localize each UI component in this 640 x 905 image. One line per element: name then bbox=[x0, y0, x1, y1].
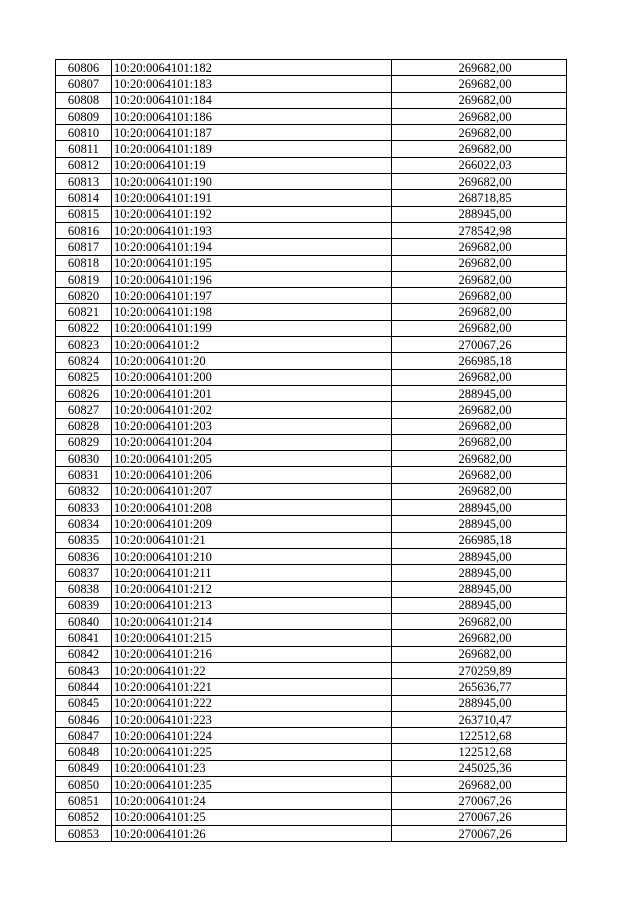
cadastral-value-table bbox=[55, 59, 567, 842]
cadastral-number-cell: 10:20:0064101:192 bbox=[112, 206, 392, 222]
cadastral-value-cell: 269682,00 bbox=[392, 174, 567, 190]
table-row bbox=[56, 565, 567, 581]
row-number-cell: 60809 bbox=[56, 108, 112, 124]
row-number-cell: 60814 bbox=[56, 190, 112, 206]
row-number-cell: 60842 bbox=[56, 646, 112, 662]
cadastral-number-cell: 10:20:0064101:25 bbox=[112, 809, 392, 825]
cadastral-value-cell: 269682,00 bbox=[392, 434, 567, 450]
cadastral-value-cell: 269682,00 bbox=[392, 271, 567, 287]
cadastral-number-cell: 10:20:0064101:26 bbox=[112, 825, 392, 841]
cadastral-number-cell: 10:20:0064101:214 bbox=[112, 614, 392, 630]
table-row bbox=[56, 451, 567, 467]
table-row bbox=[56, 532, 567, 548]
cadastral-number-cell: 10:20:0064101:182 bbox=[112, 60, 392, 76]
table-row bbox=[56, 304, 567, 320]
cadastral-value-cell: 269682,00 bbox=[392, 451, 567, 467]
cadastral-number-cell: 10:20:0064101:194 bbox=[112, 239, 392, 255]
row-number-cell: 60832 bbox=[56, 483, 112, 499]
table-row bbox=[56, 516, 567, 532]
cadastral-number-cell: 10:20:0064101:198 bbox=[112, 304, 392, 320]
cadastral-number-cell: 10:20:0064101:20 bbox=[112, 353, 392, 369]
cadastral-value-cell: 269682,00 bbox=[392, 630, 567, 646]
row-number-cell: 60851 bbox=[56, 793, 112, 809]
cadastral-value-cell: 122512,68 bbox=[392, 744, 567, 760]
cadastral-number-cell: 10:20:0064101:2 bbox=[112, 337, 392, 353]
row-number-cell: 60850 bbox=[56, 777, 112, 793]
table-row bbox=[56, 728, 567, 744]
table-row bbox=[56, 467, 567, 483]
row-number-cell: 60819 bbox=[56, 271, 112, 287]
cadastral-number-cell: 10:20:0064101:202 bbox=[112, 402, 392, 418]
table-row bbox=[56, 597, 567, 613]
cadastral-number-cell: 10:20:0064101:205 bbox=[112, 451, 392, 467]
table-row bbox=[56, 92, 567, 108]
cadastral-value-cell: 263710,47 bbox=[392, 711, 567, 727]
cadastral-value-cell: 122512,68 bbox=[392, 728, 567, 744]
cadastral-value-cell: 288945,00 bbox=[392, 206, 567, 222]
cadastral-value-cell: 269682,00 bbox=[392, 614, 567, 630]
cadastral-number-cell: 10:20:0064101:211 bbox=[112, 565, 392, 581]
cadastral-number-cell: 10:20:0064101:203 bbox=[112, 418, 392, 434]
table-row bbox=[56, 825, 567, 841]
cadastral-value-cell: 269682,00 bbox=[392, 288, 567, 304]
cadastral-number-cell: 10:20:0064101:197 bbox=[112, 288, 392, 304]
cadastral-value-cell: 269682,00 bbox=[392, 467, 567, 483]
cadastral-value-cell: 269682,00 bbox=[392, 777, 567, 793]
cadastral-number-cell: 10:20:0064101:195 bbox=[112, 255, 392, 271]
cadastral-value-cell: 269682,00 bbox=[392, 369, 567, 385]
row-number-cell: 60852 bbox=[56, 809, 112, 825]
cadastral-value-cell: 266985,18 bbox=[392, 353, 567, 369]
table-row bbox=[56, 353, 567, 369]
cadastral-number-cell: 10:20:0064101:222 bbox=[112, 695, 392, 711]
row-number-cell: 60848 bbox=[56, 744, 112, 760]
row-number-cell: 60810 bbox=[56, 125, 112, 141]
row-number-cell: 60849 bbox=[56, 760, 112, 776]
table-row bbox=[56, 662, 567, 678]
table-row bbox=[56, 288, 567, 304]
cadastral-number-cell: 10:20:0064101:23 bbox=[112, 760, 392, 776]
cadastral-number-cell: 10:20:0064101:223 bbox=[112, 711, 392, 727]
table-row bbox=[56, 174, 567, 190]
cadastral-number-cell: 10:20:0064101:209 bbox=[112, 516, 392, 532]
table-row bbox=[56, 809, 567, 825]
cadastral-number-cell: 10:20:0064101:199 bbox=[112, 320, 392, 336]
table-row bbox=[56, 614, 567, 630]
cadastral-value-cell: 269682,00 bbox=[392, 108, 567, 124]
table-row bbox=[56, 141, 567, 157]
cadastral-number-cell: 10:20:0064101:186 bbox=[112, 108, 392, 124]
cadastral-value-cell: 265636,77 bbox=[392, 679, 567, 695]
row-number-cell: 60822 bbox=[56, 320, 112, 336]
cadastral-number-cell: 10:20:0064101:190 bbox=[112, 174, 392, 190]
cadastral-value-cell: 288945,00 bbox=[392, 516, 567, 532]
cadastral-value-cell: 288945,00 bbox=[392, 385, 567, 401]
cadastral-number-cell: 10:20:0064101:213 bbox=[112, 597, 392, 613]
cadastral-value-cell: 270067,26 bbox=[392, 825, 567, 841]
cadastral-number-cell: 10:20:0064101:208 bbox=[112, 500, 392, 516]
table-row bbox=[56, 222, 567, 238]
cadastral-number-cell: 10:20:0064101:206 bbox=[112, 467, 392, 483]
cadastral-value-cell: 269682,00 bbox=[392, 92, 567, 108]
cadastral-number-cell: 10:20:0064101:207 bbox=[112, 483, 392, 499]
cadastral-number-cell: 10:20:0064101:191 bbox=[112, 190, 392, 206]
table-row bbox=[56, 500, 567, 516]
table-row bbox=[56, 483, 567, 499]
cadastral-value-cell: 288945,00 bbox=[392, 565, 567, 581]
table-row bbox=[56, 777, 567, 793]
cadastral-value-cell: 270259,89 bbox=[392, 662, 567, 678]
cadastral-value-cell: 269682,00 bbox=[392, 646, 567, 662]
row-number-cell: 60847 bbox=[56, 728, 112, 744]
cadastral-number-cell: 10:20:0064101:216 bbox=[112, 646, 392, 662]
cadastral-value-cell: 245025,36 bbox=[392, 760, 567, 776]
cadastral-value-cell: 278542,98 bbox=[392, 222, 567, 238]
cadastral-number-cell: 10:20:0064101:21 bbox=[112, 532, 392, 548]
row-number-cell: 60820 bbox=[56, 288, 112, 304]
cadastral-value-cell: 266022,03 bbox=[392, 157, 567, 173]
row-number-cell: 60844 bbox=[56, 679, 112, 695]
row-number-cell: 60835 bbox=[56, 532, 112, 548]
row-number-cell: 60836 bbox=[56, 548, 112, 564]
row-number-cell: 60821 bbox=[56, 304, 112, 320]
cadastral-number-cell: 10:20:0064101:201 bbox=[112, 385, 392, 401]
table-row bbox=[56, 157, 567, 173]
row-number-cell: 60829 bbox=[56, 434, 112, 450]
table-row bbox=[56, 760, 567, 776]
cadastral-value-cell: 269682,00 bbox=[392, 320, 567, 336]
cadastral-number-cell: 10:20:0064101:204 bbox=[112, 434, 392, 450]
row-number-cell: 60828 bbox=[56, 418, 112, 434]
cadastral-value-cell: 269682,00 bbox=[392, 141, 567, 157]
cadastral-value-cell: 269682,00 bbox=[392, 125, 567, 141]
cadastral-number-cell: 10:20:0064101:187 bbox=[112, 125, 392, 141]
table-row bbox=[56, 108, 567, 124]
row-number-cell: 60838 bbox=[56, 581, 112, 597]
cadastral-value-cell: 270067,26 bbox=[392, 337, 567, 353]
cadastral-number-cell: 10:20:0064101:225 bbox=[112, 744, 392, 760]
row-number-cell: 60837 bbox=[56, 565, 112, 581]
cadastral-number-cell: 10:20:0064101:193 bbox=[112, 222, 392, 238]
table-row bbox=[56, 695, 567, 711]
cadastral-value-cell: 269682,00 bbox=[392, 76, 567, 92]
table-row bbox=[56, 581, 567, 597]
row-number-cell: 60812 bbox=[56, 157, 112, 173]
row-number-cell: 60815 bbox=[56, 206, 112, 222]
cadastral-value-cell: 270067,26 bbox=[392, 793, 567, 809]
row-number-cell: 60806 bbox=[56, 60, 112, 76]
row-number-cell: 60841 bbox=[56, 630, 112, 646]
table-row bbox=[56, 239, 567, 255]
cadastral-number-cell: 10:20:0064101:22 bbox=[112, 662, 392, 678]
cadastral-number-cell: 10:20:0064101:184 bbox=[112, 92, 392, 108]
table-row bbox=[56, 434, 567, 450]
cadastral-number-cell: 10:20:0064101:19 bbox=[112, 157, 392, 173]
cadastral-value-cell: 269682,00 bbox=[392, 402, 567, 418]
cadastral-value-cell: 269682,00 bbox=[392, 60, 567, 76]
table-row bbox=[56, 76, 567, 92]
cadastral-number-cell: 10:20:0064101:224 bbox=[112, 728, 392, 744]
row-number-cell: 60825 bbox=[56, 369, 112, 385]
table-row bbox=[56, 646, 567, 662]
table-row bbox=[56, 271, 567, 287]
cadastral-number-cell: 10:20:0064101:196 bbox=[112, 271, 392, 287]
row-number-cell: 60839 bbox=[56, 597, 112, 613]
cadastral-value-cell: 270067,26 bbox=[392, 809, 567, 825]
cadastral-value-cell: 288945,00 bbox=[392, 581, 567, 597]
row-number-cell: 60824 bbox=[56, 353, 112, 369]
table-row bbox=[56, 320, 567, 336]
row-number-cell: 60811 bbox=[56, 141, 112, 157]
cadastral-number-cell: 10:20:0064101:221 bbox=[112, 679, 392, 695]
cadastral-value-cell: 288945,00 bbox=[392, 695, 567, 711]
cadastral-number-cell: 10:20:0064101:210 bbox=[112, 548, 392, 564]
row-number-cell: 60826 bbox=[56, 385, 112, 401]
table-row bbox=[56, 630, 567, 646]
table-row bbox=[56, 190, 567, 206]
row-number-cell: 60833 bbox=[56, 500, 112, 516]
cadastral-value-cell: 269682,00 bbox=[392, 255, 567, 271]
row-number-cell: 60830 bbox=[56, 451, 112, 467]
cadastral-number-cell: 10:20:0064101:212 bbox=[112, 581, 392, 597]
table-row bbox=[56, 548, 567, 564]
table-row bbox=[56, 679, 567, 695]
table-row bbox=[56, 744, 567, 760]
table-row bbox=[56, 369, 567, 385]
row-number-cell: 60827 bbox=[56, 402, 112, 418]
row-number-cell: 60853 bbox=[56, 825, 112, 841]
cadastral-number-cell: 10:20:0064101:235 bbox=[112, 777, 392, 793]
cadastral-number-cell: 10:20:0064101:24 bbox=[112, 793, 392, 809]
cadastral-value-cell: 288945,00 bbox=[392, 500, 567, 516]
cadastral-number-cell: 10:20:0064101:183 bbox=[112, 76, 392, 92]
table-row bbox=[56, 206, 567, 222]
table-row bbox=[56, 711, 567, 727]
row-number-cell: 60846 bbox=[56, 711, 112, 727]
table-row bbox=[56, 402, 567, 418]
row-number-cell: 60817 bbox=[56, 239, 112, 255]
row-number-cell: 60831 bbox=[56, 467, 112, 483]
cadastral-value-cell: 269682,00 bbox=[392, 418, 567, 434]
cadastral-number-cell: 10:20:0064101:200 bbox=[112, 369, 392, 385]
table-row bbox=[56, 125, 567, 141]
table-row bbox=[56, 418, 567, 434]
cadastral-value-cell: 269682,00 bbox=[392, 483, 567, 499]
cadastral-value-cell: 288945,00 bbox=[392, 548, 567, 564]
row-number-cell: 60818 bbox=[56, 255, 112, 271]
row-number-cell: 60845 bbox=[56, 695, 112, 711]
table-row bbox=[56, 60, 567, 76]
row-number-cell: 60816 bbox=[56, 222, 112, 238]
cadastral-value-cell: 266985,18 bbox=[392, 532, 567, 548]
row-number-cell: 60813 bbox=[56, 174, 112, 190]
table-row bbox=[56, 793, 567, 809]
cadastral-number-cell: 10:20:0064101:215 bbox=[112, 630, 392, 646]
table-row bbox=[56, 255, 567, 271]
table-row bbox=[56, 385, 567, 401]
row-number-cell: 60840 bbox=[56, 614, 112, 630]
row-number-cell: 60808 bbox=[56, 92, 112, 108]
cadastral-value-cell: 288945,00 bbox=[392, 597, 567, 613]
row-number-cell: 60807 bbox=[56, 76, 112, 92]
cadastral-number-cell: 10:20:0064101:189 bbox=[112, 141, 392, 157]
cadastral-value-cell: 269682,00 bbox=[392, 304, 567, 320]
row-number-cell: 60834 bbox=[56, 516, 112, 532]
table-row bbox=[56, 337, 567, 353]
row-number-cell: 60823 bbox=[56, 337, 112, 353]
row-number-cell: 60843 bbox=[56, 662, 112, 678]
cadastral-value-cell: 269682,00 bbox=[392, 239, 567, 255]
table-body bbox=[56, 60, 567, 842]
cadastral-value-cell: 268718,85 bbox=[392, 190, 567, 206]
